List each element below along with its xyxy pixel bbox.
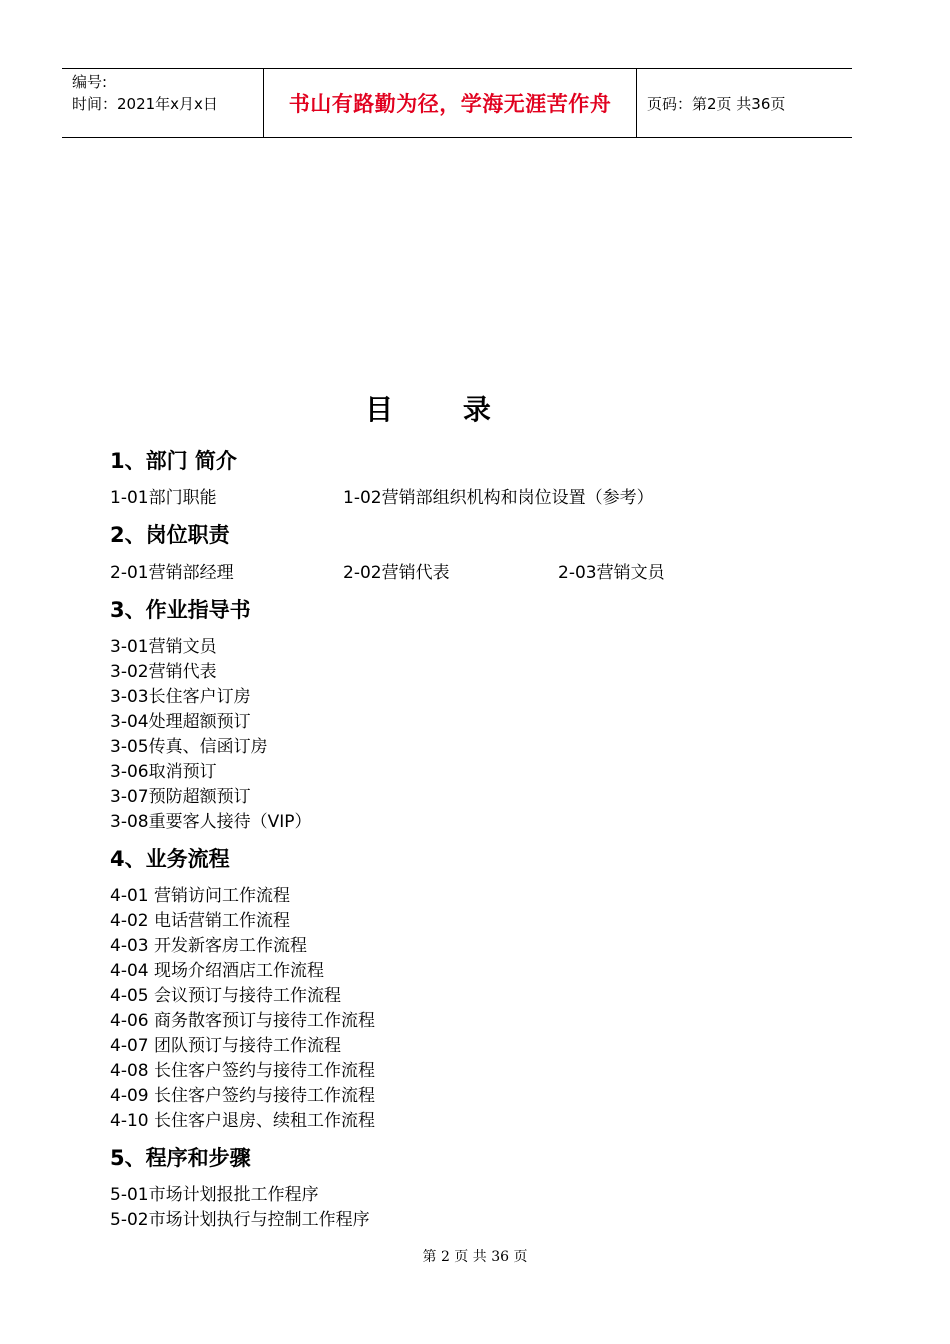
section-title: 2、岗位职责 bbox=[110, 523, 230, 547]
toc-item: 4-08 长住客户签约与接待工作流程 bbox=[110, 1061, 375, 1081]
toc-item: 3-07预防超额预订 bbox=[110, 787, 251, 807]
toc-item: 4-01 营销访问工作流程 bbox=[110, 886, 290, 906]
section-title: 5、程序和步骤 bbox=[110, 1146, 251, 1170]
toc-item: 5-02市场计划执行与控制工作程序 bbox=[110, 1210, 370, 1230]
section-title: 1、部门 简介 bbox=[110, 449, 237, 473]
toc-title: 目 录 bbox=[365, 393, 521, 426]
toc-item: 2-03营销文员 bbox=[558, 563, 665, 583]
toc-item: 3-04处理超额预订 bbox=[110, 712, 251, 732]
section-title: 4、业务流程 bbox=[110, 847, 230, 871]
toc-item: 4-10 长住客户退房、续租工作流程 bbox=[110, 1111, 375, 1131]
toc-item: 4-05 会议预订与接待工作流程 bbox=[110, 986, 341, 1006]
header-page-info: 页码：第2页 共36页 bbox=[647, 94, 786, 113]
toc-item: 3-01营销文员 bbox=[110, 637, 217, 657]
toc-item: 1-01部门职能 bbox=[110, 488, 217, 508]
toc-item: 5-01市场计划报批工作程序 bbox=[110, 1185, 319, 1205]
toc-item: 3-02营销代表 bbox=[110, 662, 217, 682]
toc-item: 2-02营销代表 bbox=[343, 563, 450, 583]
toc-item: 4-03 开发新客房工作流程 bbox=[110, 936, 307, 956]
time-label: 时间：2021年x月x日 bbox=[72, 95, 218, 113]
number-label: 编号: bbox=[72, 73, 108, 91]
page-header bbox=[62, 68, 852, 138]
header-motto: 书山有路勤为径，学海无涯苦作舟 bbox=[288, 92, 612, 116]
toc-item: 2-01营销部经理 bbox=[110, 563, 234, 583]
toc-item: 3-06取消预订 bbox=[110, 762, 217, 782]
toc-item: 3-08重要客人接待（VIP） bbox=[110, 812, 312, 832]
toc-item: 3-05传真、信函订房 bbox=[110, 737, 268, 757]
toc-item: 4-06 商务散客预订与接待工作流程 bbox=[110, 1011, 375, 1031]
toc-item: 4-07 团队预订与接待工作流程 bbox=[110, 1036, 341, 1056]
toc-item: 4-02 电话营销工作流程 bbox=[110, 911, 290, 931]
header-divider bbox=[636, 69, 637, 137]
section-title: 3、作业指导书 bbox=[110, 598, 251, 622]
toc-item: 4-09 长住客户签约与接待工作流程 bbox=[110, 1086, 375, 1106]
toc-item: 3-03长住客户订房 bbox=[110, 687, 251, 707]
page-footer: 第 2 页 共 36 页 bbox=[422, 1249, 528, 1265]
toc-item: 4-04 现场介绍酒店工作流程 bbox=[110, 961, 324, 981]
toc-item: 1-02营销部组织机构和岗位设置（参考） bbox=[343, 488, 654, 508]
header-meta bbox=[72, 71, 262, 115]
